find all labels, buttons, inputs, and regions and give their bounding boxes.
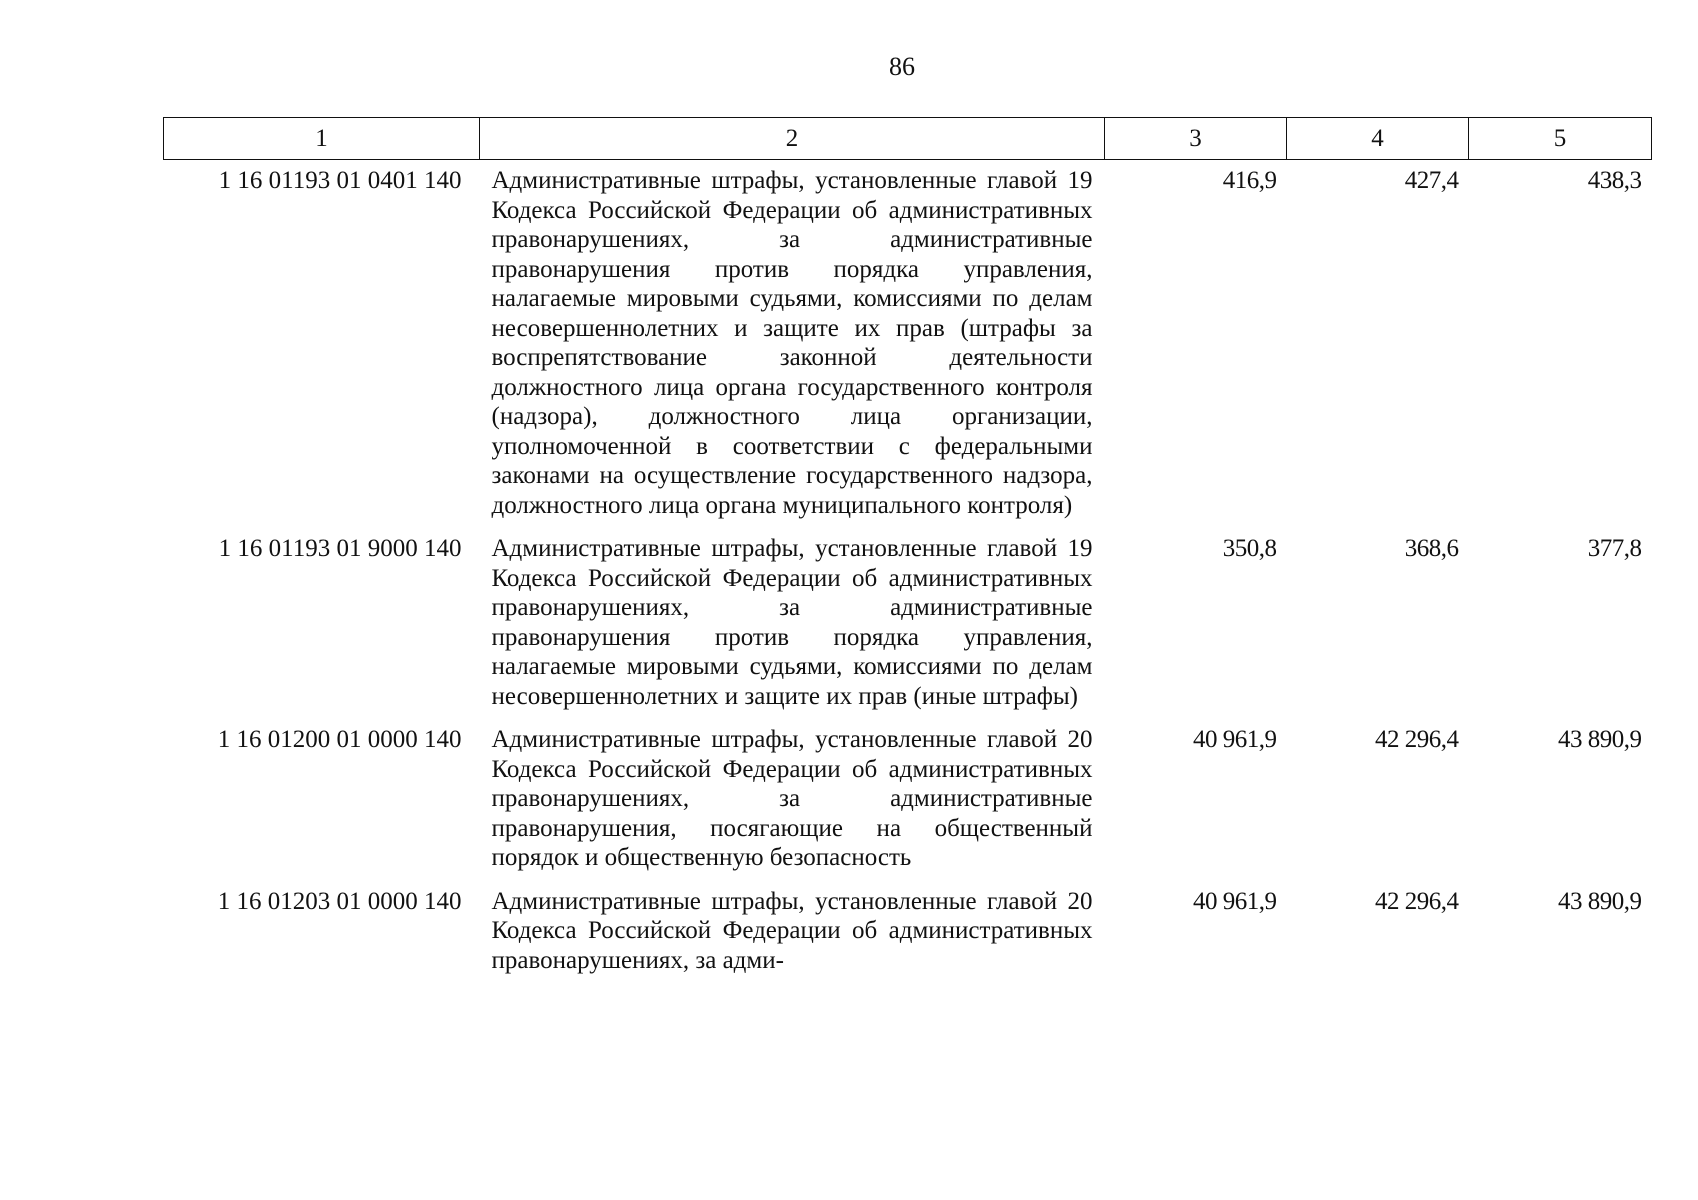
value-col-4: 427,4 [1404,167,1459,194]
value-col-5: 438,3 [1587,167,1642,194]
value-col-4: 42 296,4 [1375,726,1459,753]
budget-code: 1 16 01200 01 0000 140 [217,726,462,753]
table-body [164,160,1652,984]
header-row [164,118,1652,160]
table-row [164,719,1652,881]
value-col-4: 42 296,4 [1375,887,1459,915]
value-col-5: 43 890,9 [1558,887,1642,915]
header-col-2: 2 [480,118,1105,160]
value-col-5: 377,8 [1587,535,1642,562]
budget-revenue-table [163,117,1652,983]
header-col-4: 4 [1287,118,1469,160]
table-header [164,118,1652,160]
value-col-5: 43 890,9 [1558,726,1642,753]
value-col-4: 368,6 [1404,535,1459,562]
table-row [164,528,1652,719]
value-col-3: 40 961,9 [1193,887,1277,915]
budget-code: 1 16 01193 01 0401 140 [218,167,462,194]
row-description: Административные штрафы, установленные главой 20 Кодекса Российской Федерации об административных правонарушениях, за административные правонарушения, посягающие на общественный порядок и общественную безопасность [491,726,1093,871]
header-col-3: 3 [1105,118,1287,160]
budget-code: 1 16 01193 01 9000 140 [218,535,462,562]
value-col-3: 40 961,9 [1193,726,1277,753]
row-description: Административные штрафы, установленные главой 19 Кодекса Российской Федерации об административных правонарушениях, за административные правонарушения против порядка управления, налагаемые мировыми судьями, комиссиями по делам несовершеннолетних и защите их прав (иные штрафы) [491,535,1093,710]
row-description: Административные штрафы, установленные главой 19 Кодекса Российской Федерации об административных правонарушениях, за административные правонарушения против порядка управления, налагаемые мировыми судьями, комиссиями по делам несовершеннолетних и защите их прав (штрафы за воспрепятствование законной деятельности должностного лица органа государственного контроля (надзора), должностного лица организации, уполномоченной в соответствии с федеральными законами на осуществление государственного надзора, должностного лица органа муниципального контроля) [491,167,1093,519]
page-number: 86 [889,52,915,81]
row-description: Административные штрафы, установленные главой 20 Кодекса Российской Федерации об административных правонарушениях, за адми- [491,887,1093,974]
value-col-3: 350,8 [1222,535,1277,562]
table-row [164,881,1652,984]
table-row [164,160,1652,529]
value-col-3: 416,9 [1222,167,1277,194]
header-col-5: 5 [1469,118,1652,160]
budget-code: 1 16 01203 01 0000 140 [217,887,462,915]
header-col-1: 1 [164,118,480,160]
